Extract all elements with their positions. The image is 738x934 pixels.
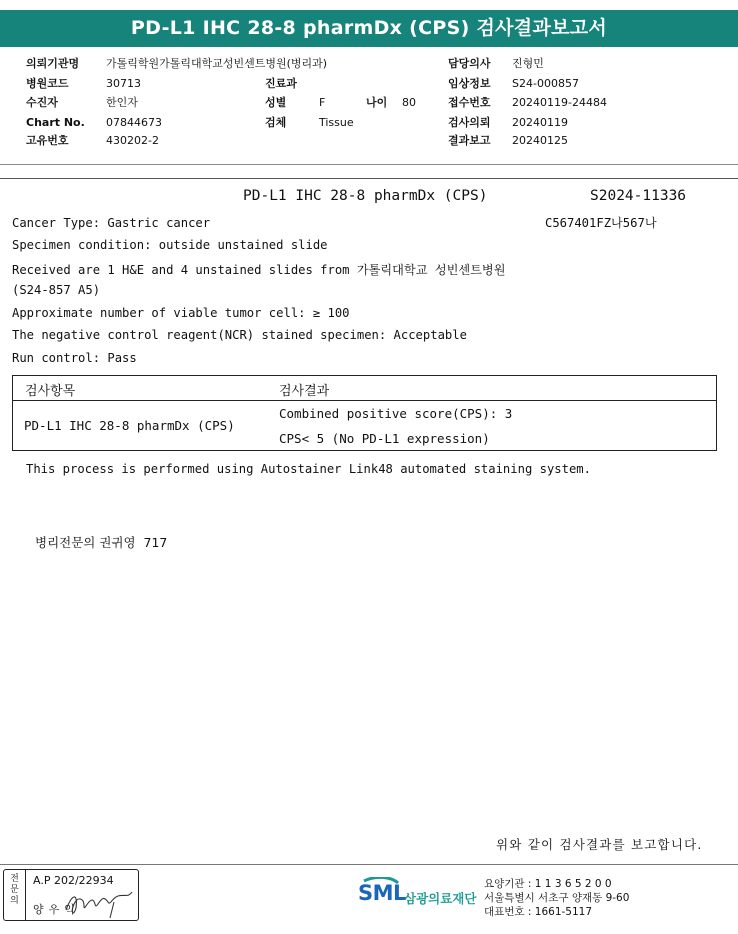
stamp-vertical-text: 전문의 xyxy=(10,874,19,906)
col-header-result: 검사결과 xyxy=(279,384,330,399)
info-patient xyxy=(26,96,138,110)
info-report-date xyxy=(448,134,568,148)
specimen-value: Tissue xyxy=(319,116,354,129)
report-label: 결과보고 xyxy=(448,134,491,147)
specimen-condition-line: Specimen condition: outside unstained slide xyxy=(12,238,328,252)
patient-value: 한인자 xyxy=(106,96,138,109)
requester-label: 의뢰기관명 xyxy=(26,57,80,70)
result-score: Combined positive score(CPS): 3 xyxy=(279,406,513,421)
process-note: This process is performed using Autostainer Link48 automated staining system. xyxy=(26,462,591,476)
test-item: PD-L1 IHC 28-8 pharmDx (CPS) xyxy=(24,418,235,433)
received-slides-line: Received are 1 H&E and 4 unstained slides from 가톨릭대학교 성빈센트병원 xyxy=(12,263,506,277)
case-number-line: (S24-857 A5) xyxy=(12,283,101,297)
info-unique-no xyxy=(26,134,159,148)
hospital-code-label: 병원코드 xyxy=(26,77,69,90)
unique-value: 430202-2 xyxy=(106,134,159,147)
info-sex xyxy=(265,96,416,110)
sex-value: F xyxy=(319,96,326,109)
patient-label: 수진자 xyxy=(26,96,58,109)
info-hospital-code xyxy=(26,77,141,91)
report-title: PD-L1 IHC 28-8 pharmDx (CPS) xyxy=(243,188,488,204)
report-top-divider xyxy=(0,178,738,179)
request-label: 검사의뢰 xyxy=(448,116,491,129)
report-number: S2024-11336 xyxy=(590,188,687,204)
cancer-type-line: Cancer Type: Gastric cancer xyxy=(12,216,211,230)
age-label: 나이 xyxy=(366,96,388,109)
report-header-title: PD-L1 IHC 28-8 pharmDx (CPS) 검사결과보고서 xyxy=(0,10,738,47)
info-requester xyxy=(26,57,327,71)
age-value: 80 xyxy=(402,96,416,109)
ncr-line: The negative control reagent(NCR) stained specimen: Acceptable xyxy=(12,328,467,342)
foundation-name: 삼광의료재단 xyxy=(404,891,477,906)
receipt-value: 20240119-24484 xyxy=(512,96,607,109)
phone: 대표번호 : 1661-5117 xyxy=(484,906,593,918)
hospital-code-value: 30713 xyxy=(106,77,141,90)
table-header-divider xyxy=(13,400,716,401)
address: 서울특별시 서초구 양재동 9-60 xyxy=(484,892,630,904)
col-header-item: 검사항목 xyxy=(25,384,76,399)
tumor-cell-line: Approximate number of viable tumor cell: ≥ 100 xyxy=(12,306,350,320)
receipt-label: 접수번호 xyxy=(448,96,491,109)
specimen-label: 검체 xyxy=(265,116,287,129)
sample-code: C567401FZ나567나 xyxy=(545,216,657,230)
header-divider xyxy=(0,164,738,165)
clinical-label: 임상정보 xyxy=(448,77,491,90)
result-interpretation: CPS< 5 (No PD-L1 expression) xyxy=(279,431,490,446)
info-chart-no xyxy=(26,116,162,130)
info-receipt xyxy=(448,96,607,110)
pathologist-sign: 병리전문의 권귀영 717 xyxy=(35,535,168,550)
closing-statement: 위와 같이 검사결과를 보고합니다. xyxy=(496,837,703,852)
institution-number: 요양기관 : 1 1 3 6 5 2 0 0 xyxy=(484,878,612,890)
info-request-date xyxy=(448,116,568,130)
signature-image xyxy=(62,886,136,920)
chart-value: 07844673 xyxy=(106,116,162,129)
stamp-license: A.P 202/22934 xyxy=(33,874,114,887)
stamp-name: 양우익 xyxy=(33,903,80,916)
doctor-value: 진형민 xyxy=(512,57,544,70)
info-specimen xyxy=(265,116,354,130)
report-value: 20240125 xyxy=(512,134,568,147)
footer-divider xyxy=(0,864,738,865)
result-table xyxy=(12,375,717,451)
sex-label: 성별 xyxy=(265,96,287,109)
requester-value: 가톨릭학원가톨릭대학교성빈센트병원(병리과) xyxy=(106,57,328,70)
info-dept xyxy=(265,77,319,91)
stamp-vertical-label xyxy=(4,870,26,920)
doctor-label: 담당의사 xyxy=(448,57,491,70)
unique-label: 고유번호 xyxy=(26,134,69,147)
info-clinical xyxy=(448,77,579,91)
run-control-line: Run control: Pass xyxy=(12,351,137,365)
dept-label: 진료과 xyxy=(265,77,297,90)
request-value: 20240119 xyxy=(512,116,568,129)
chart-label: Chart No. xyxy=(26,116,85,129)
clinical-value: S24-000857 xyxy=(512,77,579,90)
info-doctor xyxy=(448,57,544,71)
logo-text: SML xyxy=(358,881,406,905)
pathologist-stamp xyxy=(3,869,139,921)
